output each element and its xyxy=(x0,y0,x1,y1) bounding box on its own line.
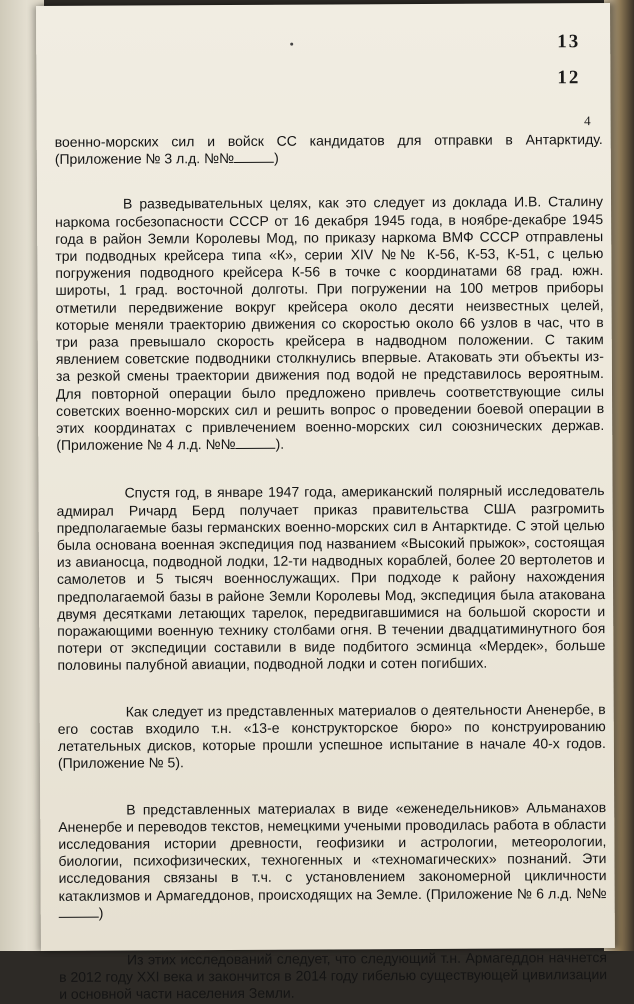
blank-field xyxy=(236,436,276,449)
paragraph-4-text: Как следует из представленных материалов о деятельности Аненербе, в его состав входило т.н. «13-е конструкторское бюро» по конструированию летательных дисков, которые прошли успешное испытание в начале 40-х годов. (Приложение № 5). xyxy=(57,700,606,772)
paragraph-3-text: Спустя год, в январе 1947 года, американский полярный исследователь адмирал Ричард Берд получает приказ правительства США разгромить предполагаемые базы германских военно-морских сил в Антарктиде. С этой целью была основана военная экспедиция под названием «Высокий прыжок», состоящая из авианосца, подводной лодки, 12-ти надводных кораблей, более 20 вертолетов и самолетов и 5 тысяч военнослужащих. При подходе к району нахождения предполагаемой базы в районе Земли Королевы Мод, экспедиция была атакована двумя десятками летающих тарелок, передвигавшимися на большой скорости и поражающими военную технику столбами огня. В течении двадцатиминутного боя потери от экспедиции составили в виде подбитого эсминца «Мердек», больше половины палубной авиации, подводной лодки и сотен погибших. xyxy=(56,482,606,674)
paragraph-1 xyxy=(55,131,603,168)
paragraph-5 xyxy=(58,799,607,922)
paragraph-3 xyxy=(57,482,606,674)
punch-mark xyxy=(290,43,293,46)
paragraph-6 xyxy=(59,949,607,1003)
paragraph-1-tail: ) xyxy=(274,149,279,166)
blank-field xyxy=(59,904,99,917)
page-number-middle: 12 xyxy=(557,67,581,89)
paragraph-1-text: военно-морских сил и войск СС кандидатов для отправки в Антарктиду. (Приложение № 3 л.д. №№ xyxy=(54,131,603,168)
page-number-top: 13 xyxy=(557,31,581,53)
document-page xyxy=(36,3,615,1003)
paragraph-2-tail: ). xyxy=(275,435,285,453)
paragraph-2-text: В разведывательных целях, как это следует из доклада И.В. Сталину наркома госбезопасности СССР от 16 декабря 1945 года, в ноябре-декабре 1945 года в район Земли Королевы Мод, по приказу наркома ВМФ СССР отправлены три подводных крейсера типа «К», серии XIV №№ К-56, К-53, К-51, с целью погружения подводного крейсера К-56 в точке с координатами 68 град. южн. широты, 1 град. восточной долготы. При погружении на 100 метров приборы отметили передвижение вокруг крейсера около десяти неизвестных целей, которые меняли траекторию движения со скоростью около 66 узлов в час, что в три раза превышало скорость крейсера в надводном положении. С таким явлением советские подводники столкнулись впервые. Атаковать эти объекты из-за резкой смены траектории движения под водой не представилось вероятным. Для повторной операции было предложено привлечь соответствующие силы советских военно-морских сил и решить вопрос о проведении боевой операции в этих координатах с привлечением военно-морских сил союзнических держав. (Приложение № 4 л.д. №№ xyxy=(55,193,605,454)
paragraph-4 xyxy=(58,701,606,773)
paragraph-5-text: В представленных материалах в виде «еженедельников» Альманахов Аненербе и переводов текстов, немецкими учеными проводилась работа в области исследования истории древности, геофизики и астрологии, метеорологии, биологии, психофизических, техногенных и «техномагических» познаний. Эти исследования связаны в т.ч. с установлением закономерной цикличности катаклизмов и Армагеддонов, происходящих на Земле. (Приложение № 6 л.д. №№ xyxy=(58,798,607,904)
document-body xyxy=(55,131,608,1003)
paragraph-5-tail: ) xyxy=(98,904,104,921)
paragraph-6-text: Из этих исследований следует, что следующий т.н. Армагеддон начнется в 2012 году XXI века и закончится в 2014 году гибелью существующей цивилизации и основной части населения Земли. xyxy=(59,948,608,1003)
blank-field xyxy=(234,150,274,163)
page-number-inner: 4 xyxy=(584,113,591,129)
paragraph-2 xyxy=(55,193,604,454)
